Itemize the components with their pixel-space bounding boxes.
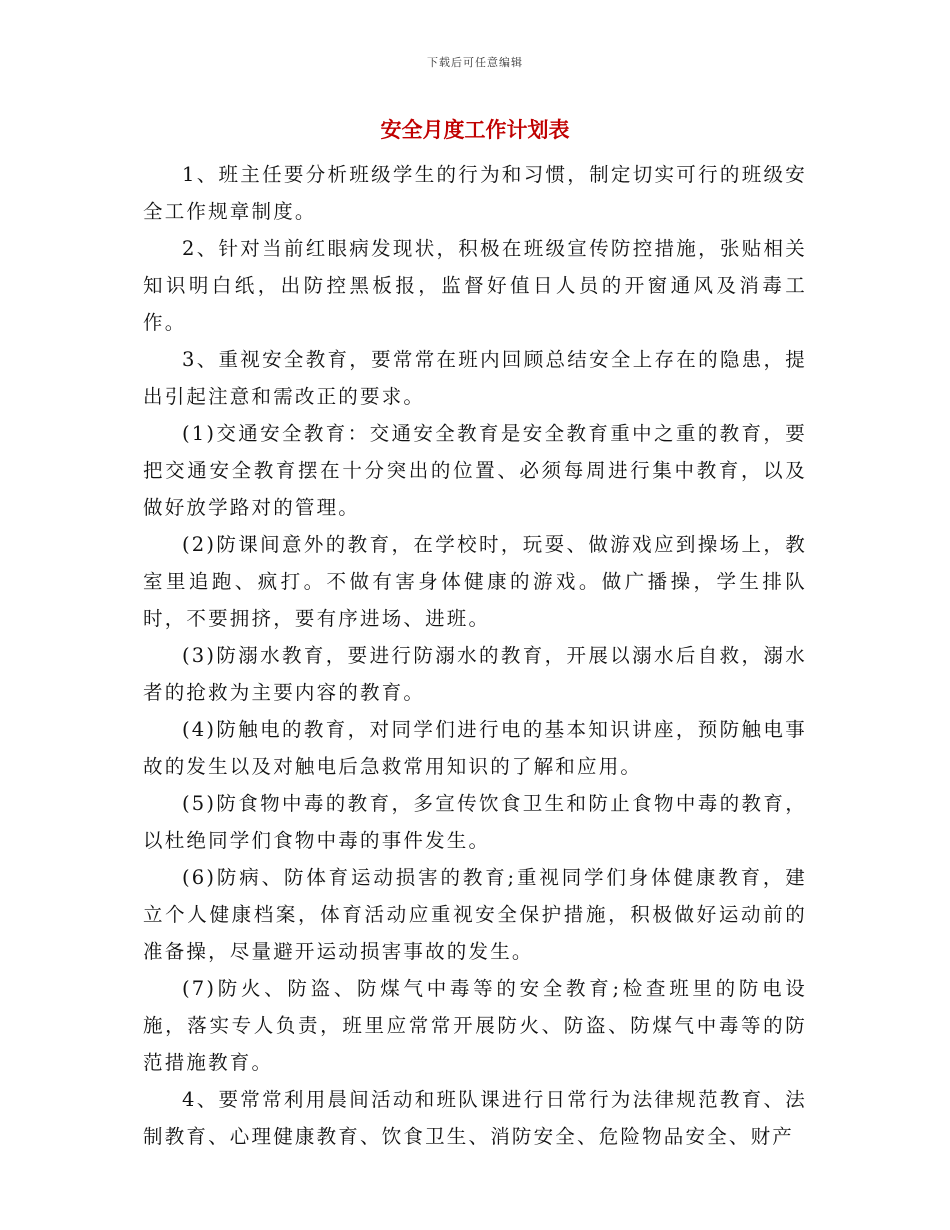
paragraph-3-5: (5)防食物中毒的教育，多宣传饮食卫生和防止食物中毒的教育，以杜绝同学们食物中毒的事件发生。: [143, 792, 807, 852]
paragraph-4: 4、要常常利用晨间活动和班队课进行日常行为法律规范教育、法制教育、心理健康教育、饮食卫生、消防安全、危险物品安全、财产: [143, 1088, 807, 1148]
paragraph-3-1: (1)交通安全教育：交通安全教育是安全教育重中之重的教育，要把交通安全教育摆在十分突出的位置、必须每周进行集中教育，以及做好放学路对的管理。: [143, 422, 807, 519]
paragraph-1: 1、班主任要分析班级学生的行为和习惯，制定切实可行的班级安全工作规章制度。: [143, 163, 807, 223]
paragraph-3-3: (3)防溺水教育，要进行防溺水的教育，开展以溺水后自救，溺水者的抢救为主要内容的教育。: [143, 644, 807, 704]
paragraph-2: 2、针对当前红眼病发现状，积极在班级宣传防控措施，张贴相关知识明白纸，出防控黑板报，监督好值日人员的开窗通风及消毒工作。: [143, 237, 807, 334]
paragraph-3: 3、重视安全教育，要常常在班内回顾总结安全上存在的隐患，提出引起注意和需改正的要求。: [143, 348, 807, 408]
document-body: [143, 156, 807, 1155]
header-note: 下载后可任意编辑: [427, 56, 523, 69]
paragraph-3-6: (6)防病、防体育运动损害的教育;重视同学们身体健康教育，建立个人健康档案，体育活动应重视安全保护措施，积极做好运动前的准备操，尽量避开运动损害事故的发生。: [143, 866, 807, 963]
document-title: 安全月度工作计划表: [380, 118, 570, 142]
paragraph-3-4: (4)防触电的教育，对同学们进行电的基本知识讲座，预防触电事故的发生以及对触电后急救常用知识的了解和应用。: [143, 718, 807, 778]
paragraph-3-2: (2)防课间意外的教育，在学校时，玩耍、做游戏应到操场上，教室里追跑、疯打。不做有害身体健康的游戏。做广播操，学生排队时，不要拥挤，要有序进场、进班。: [143, 533, 807, 630]
paragraph-3-7: (7)防火、防盗、防煤气中毒等的安全教育;检查班里的防电设施，落实专人负责，班里应常常开展防火、防盗、防煤气中毒等的防范措施教育。: [143, 977, 807, 1074]
